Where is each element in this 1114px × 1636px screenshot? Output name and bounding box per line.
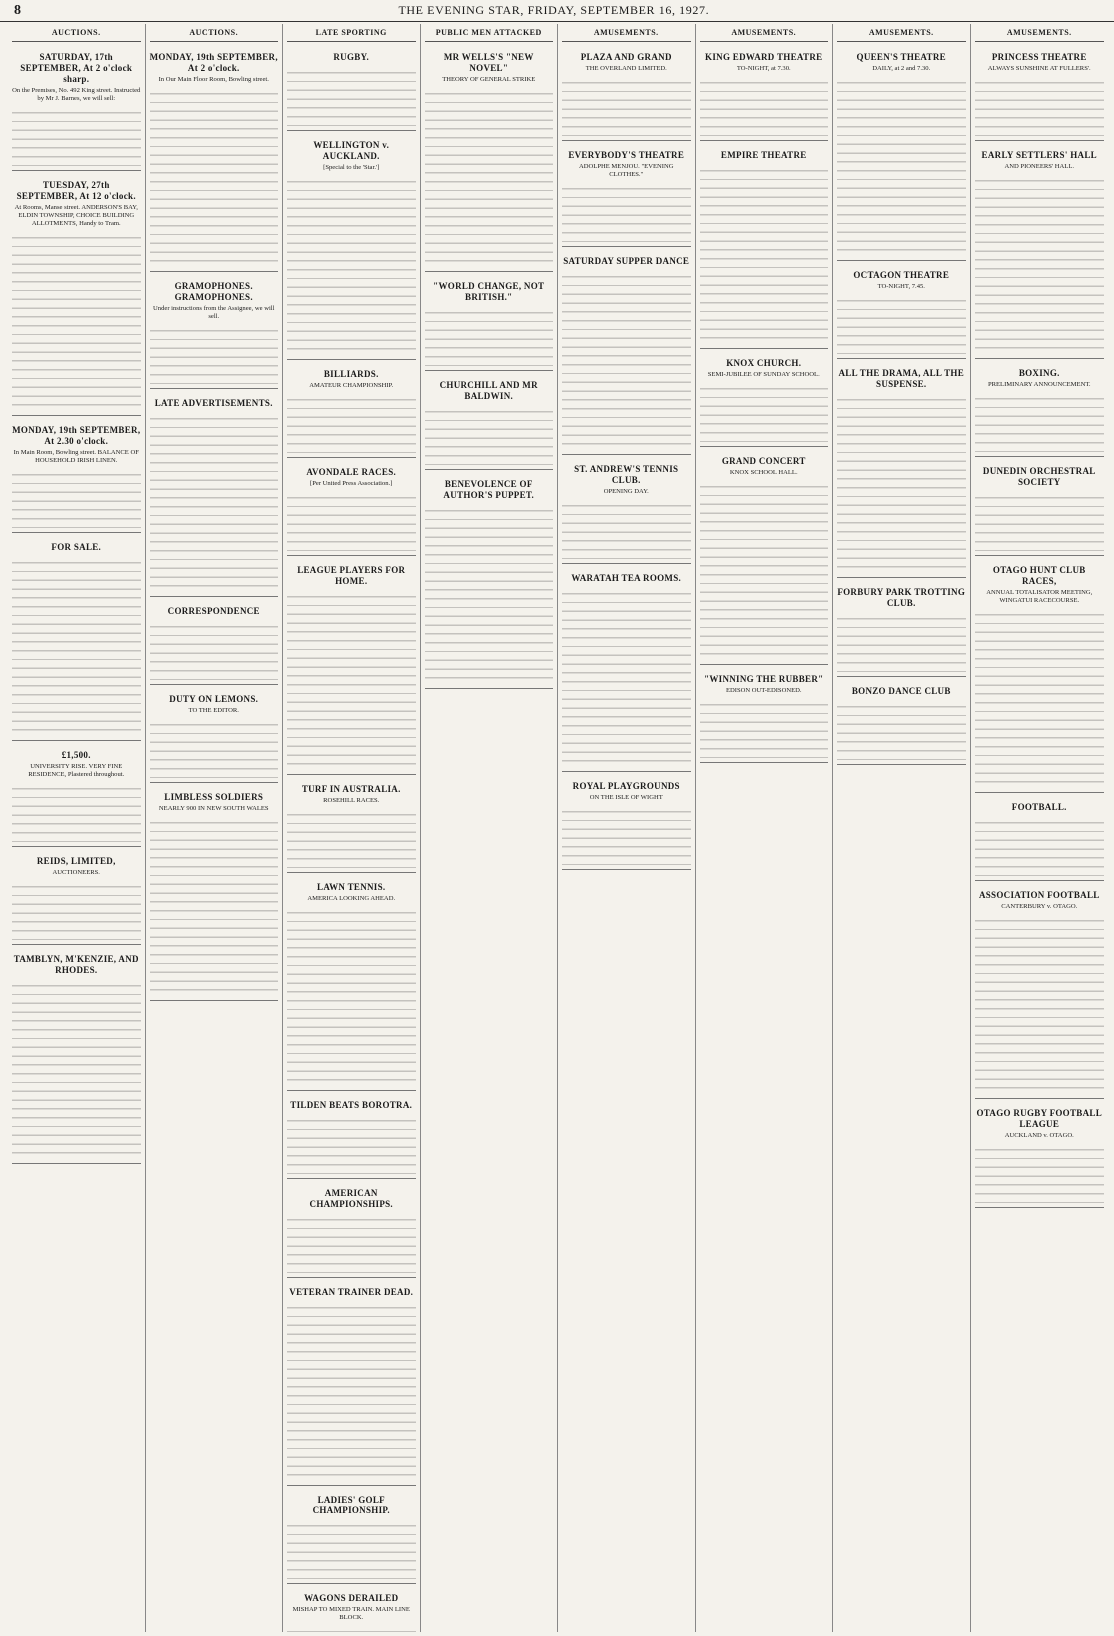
article-block <box>287 460 416 556</box>
block-subheading: SEMI-JUBILEE OF SUNDAY SCHOOL. <box>707 370 820 378</box>
body-text-lines <box>150 87 279 267</box>
article-block <box>287 1093 416 1179</box>
block-heading: FOR SALE. <box>51 541 102 552</box>
article-block <box>975 45 1105 141</box>
article-block <box>425 373 554 470</box>
body-text-lines <box>287 1114 416 1174</box>
column-heading: AMUSEMENTS. <box>700 26 829 42</box>
block-heading: AMERICAN CHAMPIONSHIPS. <box>309 1187 393 1209</box>
block-heading: £1,500. <box>61 749 91 760</box>
body-text-lines <box>562 499 691 559</box>
block-heading: FOOTBALL. <box>1011 801 1067 812</box>
article-block <box>287 45 416 131</box>
block-heading: WELLINGTON v. AUCKLAND. <box>313 139 390 161</box>
block-heading: DUNEDIN ORCHESTRAL SOCIETY <box>982 465 1096 487</box>
column-7 <box>833 24 971 1632</box>
article-block <box>562 774 691 870</box>
block-subheading: UNIVERSITY RISE. VERY FINE RESIDENCE, Plastered throughout. <box>28 762 125 778</box>
article-block <box>975 143 1105 359</box>
block-subheading: ALWAYS SUNSHINE AT FULLERS'. <box>987 64 1091 72</box>
article-block <box>287 133 416 360</box>
block-subheading: [Per United Press Association.] <box>310 479 393 487</box>
block-heading: KING EDWARD THEATRE <box>705 51 823 62</box>
body-text-lines <box>975 392 1105 452</box>
block-subheading: At Rooms, Manse street. ANDERSON'S BAY, ELDIN TOWNSHIP, CHOICE BUILDING ALLOTMENTS, Handy to Tram. <box>14 203 138 227</box>
masthead-title: THE EVENING STAR, FRIDAY, SEPTEMBER 16, 1927. <box>398 3 710 17</box>
column-2 <box>146 24 284 1632</box>
article-block <box>700 351 829 447</box>
article-block <box>12 418 141 533</box>
block-heading: REIDS, LIMITED, <box>36 855 116 866</box>
article-block <box>150 274 279 389</box>
article-block <box>150 599 279 685</box>
article-block <box>700 667 829 763</box>
body-text-lines <box>287 1301 416 1481</box>
body-text-lines <box>150 412 279 592</box>
block-heading: EMPIRE THEATRE <box>720 149 807 160</box>
article-block <box>837 679 966 765</box>
article-block <box>975 558 1105 793</box>
block-heading: TAMBLYN, M'KENZIE, AND RHODES. <box>13 953 139 975</box>
body-text-lines <box>150 816 279 996</box>
article-block <box>700 449 829 665</box>
body-text-lines <box>287 1213 416 1273</box>
body-text-lines <box>837 612 966 672</box>
column-3 <box>283 24 421 1632</box>
article-block <box>12 947 141 1164</box>
block-heading: GRAND CONCERT <box>721 455 806 466</box>
body-text-lines <box>562 587 691 767</box>
article-block <box>287 1280 416 1486</box>
block-subheading: MISHAP TO MIXED TRAIN. MAIN LINE BLOCK. <box>292 1606 410 1622</box>
column-heading: AUCTIONS. <box>150 26 279 42</box>
block-heading: LAWN TENNIS. <box>317 881 386 892</box>
body-text-lines <box>12 468 141 528</box>
body-text-lines <box>975 76 1105 136</box>
block-subheading: THE OVERLAND LIMITED. <box>585 64 667 72</box>
block-heading: AVONDALE RACES. <box>306 466 397 477</box>
column-heading: AMUSEMENTS. <box>837 26 966 42</box>
body-text-lines <box>975 608 1105 788</box>
columns <box>8 24 1108 1632</box>
block-heading: ROYAL PLAYGROUNDS <box>572 780 680 791</box>
body-text-lines <box>975 174 1105 354</box>
article-block <box>12 45 141 171</box>
block-heading: MONDAY, 19th SEPTEMBER, At 2.30 o'clock. <box>12 424 141 446</box>
article-block <box>287 1586 416 1632</box>
block-heading: BENEVOLENCE OF AUTHOR'S PUPPET. <box>443 478 535 500</box>
block-subheading: CANTERBURY v. OTAGO. <box>1001 902 1078 910</box>
article-block <box>562 143 691 247</box>
block-subheading: AMERICA LOOKING AHEAD. <box>307 894 396 902</box>
body-text-lines <box>837 294 966 354</box>
body-text-lines <box>287 175 416 355</box>
article-block <box>975 361 1105 457</box>
block-heading: BILLIARDS. <box>323 368 379 379</box>
body-text-lines <box>12 979 141 1159</box>
article-block <box>150 391 279 597</box>
block-heading: OTAGO HUNT CLUB RACES, <box>992 564 1086 586</box>
article-block <box>12 535 141 741</box>
block-heading: EARLY SETTLERS' HALL <box>981 149 1097 160</box>
article-block <box>837 45 966 261</box>
body-text-lines <box>12 556 141 736</box>
article-block <box>975 795 1105 881</box>
article-block <box>287 777 416 873</box>
block-heading: DUTY ON LEMONS. <box>169 693 259 704</box>
article-block <box>287 558 416 775</box>
body-text-lines <box>287 66 416 126</box>
block-subheading: AMATEUR CHAMPIONSHIP. <box>309 381 394 389</box>
block-heading: "WORLD CHANGE, NOT BRITISH." <box>433 280 545 302</box>
body-text-lines <box>837 393 966 573</box>
body-text-lines <box>287 393 416 453</box>
article-block <box>562 249 691 455</box>
block-heading: LADIES' GOLF CHAMPIONSHIP. <box>312 1494 390 1516</box>
body-text-lines <box>287 590 416 770</box>
body-text-lines <box>12 106 141 166</box>
block-heading: MR WELLS'S "NEW NOVEL" <box>443 51 534 73</box>
article-block <box>700 143 829 349</box>
article-block <box>562 45 691 141</box>
article-block <box>700 45 829 141</box>
block-heading: TURF IN AUSTRALIA. <box>301 783 401 794</box>
block-subheading: NEARLY 900 IN NEW SOUTH WALES <box>158 804 269 812</box>
body-text-lines <box>562 805 691 865</box>
block-heading: ASSOCIATION FOOTBALL <box>978 889 1100 900</box>
body-text-lines <box>562 76 691 136</box>
block-heading: CORRESPONDENCE <box>167 605 260 616</box>
body-text-lines <box>150 718 279 778</box>
body-text-lines <box>562 182 691 242</box>
article-block <box>287 875 416 1091</box>
article-block <box>425 45 554 272</box>
article-block <box>837 580 966 677</box>
block-subheading: AND PIONEERS' HALL. <box>1004 162 1074 170</box>
block-heading: LEAGUE PLAYERS FOR HOME. <box>297 564 406 586</box>
body-text-lines <box>287 906 416 1086</box>
block-subheading: AUCKLAND v. OTAGO. <box>1004 1131 1074 1139</box>
masthead <box>0 0 1114 22</box>
block-subheading: ANNUAL TOTALISATOR MEETING, WINGATUI RACECOURSE. <box>986 588 1093 604</box>
block-subheading: On the Premises, No. 492 King street. Instructed by Mr J. Barnes, we will sell: <box>12 86 141 102</box>
block-heading: LIMBLESS SOLDIERS <box>164 791 264 802</box>
block-heading: PRINCESS THEATRE <box>991 51 1087 62</box>
column-heading: AMUSEMENTS. <box>562 26 691 42</box>
body-text-lines <box>837 76 966 256</box>
body-text-lines <box>12 231 141 411</box>
block-heading: "WINNING THE RUBBER" <box>704 673 824 684</box>
body-text-lines <box>700 164 829 344</box>
block-subheading: TO-NIGHT, 7.45. <box>877 282 925 290</box>
body-text-lines <box>287 1625 416 1632</box>
block-heading: SATURDAY SUPPER DANCE <box>563 255 690 266</box>
body-text-lines <box>287 808 416 868</box>
column-heading: AMUSEMENTS. <box>975 26 1105 42</box>
article-block <box>562 457 691 564</box>
article-block <box>150 785 279 1001</box>
body-text-lines <box>425 504 554 684</box>
body-text-lines <box>975 491 1105 551</box>
column-6 <box>696 24 834 1632</box>
block-heading: OTAGO RUGBY FOOTBALL LEAGUE <box>976 1107 1102 1129</box>
block-heading: MONDAY, 19th SEPTEMBER, At 2 o'clock. <box>149 51 278 73</box>
column-heading: LATE SPORTING <box>287 26 416 42</box>
body-text-lines <box>975 914 1105 1094</box>
block-subheading: OPENING DAY. <box>603 487 649 495</box>
block-subheading: AUCTIONEERS. <box>52 868 100 876</box>
block-subheading: DAILY, at 2 and 7.30. <box>872 64 931 72</box>
block-heading: EVERYBODY'S THEATRE <box>568 149 685 160</box>
body-text-lines <box>150 324 279 384</box>
block-subheading: PRELIMINARY ANNOUNCEMENT. <box>987 380 1091 388</box>
block-heading: RUGBY. <box>333 51 370 62</box>
article-block <box>150 687 279 783</box>
block-heading: SATURDAY, 17th SEPTEMBER, At 2 o'clock sharp. <box>20 51 133 84</box>
body-text-lines <box>425 405 554 465</box>
block-subheading: KNOX SCHOOL HALL. <box>729 468 798 476</box>
block-heading: CHURCHILL AND MR BALDWIN. <box>439 379 538 401</box>
body-text-lines <box>975 816 1105 876</box>
block-heading: GRAMOPHONES. GRAMOPHONES. <box>174 280 253 302</box>
block-subheading: ADOLPHE MENJOU. "EVENING CLOTHES." <box>579 162 674 178</box>
column-heading: PUBLIC MEN ATTACKED <box>425 26 554 42</box>
block-subheading: [Special to the 'Star.'] <box>323 163 380 171</box>
article-block <box>837 263 966 359</box>
body-text-lines <box>287 1519 416 1579</box>
block-subheading: ROSEHILL RACES. <box>323 796 380 804</box>
body-text-lines <box>975 1143 1105 1203</box>
page-number: 8 <box>14 2 22 18</box>
article-block <box>287 1181 416 1278</box>
article-block <box>425 472 554 689</box>
block-heading: BOXING. <box>1018 367 1060 378</box>
article-block <box>425 274 554 371</box>
body-text-lines <box>425 306 554 366</box>
body-text-lines <box>837 700 966 760</box>
body-text-lines <box>700 480 829 660</box>
article-block <box>150 45 279 272</box>
block-heading: WARATAH TEA ROOMS. <box>571 572 682 583</box>
article-block <box>975 459 1105 556</box>
body-text-lines <box>12 782 141 842</box>
block-heading: PLAZA AND GRAND <box>580 51 672 62</box>
article-block <box>12 173 141 416</box>
article-block <box>975 1101 1105 1208</box>
column-8 <box>971 24 1109 1632</box>
article-block <box>12 849 141 945</box>
block-heading: BONZO DANCE CLUB <box>851 685 951 696</box>
column-heading: AUCTIONS. <box>12 26 141 42</box>
body-text-lines <box>287 491 416 551</box>
block-heading: TUESDAY, 27th SEPTEMBER, At 12 o'clock. <box>16 179 136 201</box>
block-heading: VETERAN TRAINER DEAD. <box>289 1286 414 1297</box>
body-text-lines <box>700 76 829 136</box>
block-subheading: TO THE EDITOR. <box>188 706 239 714</box>
block-heading: ALL THE DRAMA, ALL THE SUSPENSE. <box>838 367 965 389</box>
body-text-lines <box>150 620 279 680</box>
body-text-lines <box>700 382 829 442</box>
block-heading: FORBURY PARK TROTTING CLUB. <box>837 586 966 608</box>
block-subheading: TO-NIGHT, at 7.30. <box>736 64 791 72</box>
block-heading: QUEEN'S THEATRE <box>856 51 946 62</box>
block-subheading: In Our Main Floor Room, Bowling street. <box>158 75 269 83</box>
column-4 <box>421 24 559 1632</box>
column-1 <box>8 24 146 1632</box>
block-heading: TILDEN BEATS BOROTRA. <box>290 1099 413 1110</box>
block-heading: KNOX CHURCH. <box>726 357 802 368</box>
article-block <box>562 566 691 772</box>
article-block <box>12 743 141 847</box>
article-block <box>975 883 1105 1099</box>
block-heading: WAGONS DERAILED <box>304 1593 399 1604</box>
block-subheading: ON THE ISLE OF WIGHT <box>589 793 663 801</box>
block-heading: ST. ANDREW'S TENNIS CLUB. <box>574 463 679 485</box>
block-subheading: THEORY OF GENERAL STRIKE <box>442 75 536 83</box>
body-text-lines <box>425 87 554 267</box>
block-heading: OCTAGON THEATRE <box>853 269 950 280</box>
block-heading: LATE ADVERTISEMENTS. <box>154 397 273 408</box>
body-text-lines <box>12 880 141 940</box>
block-subheading: Under instructions from the Assignee, we will sell. <box>153 304 275 320</box>
body-text-lines <box>700 698 829 758</box>
article-block <box>287 1488 416 1585</box>
block-subheading: EDISON OUT-EDISONED. <box>725 686 802 694</box>
block-subheading: In Main Room, Bowling street. BALANCE OF HOUSEHOLD IRISH LINEN. <box>13 448 139 464</box>
article-block <box>837 361 966 578</box>
body-text-lines <box>562 270 691 450</box>
article-block <box>287 362 416 458</box>
column-5 <box>558 24 696 1632</box>
